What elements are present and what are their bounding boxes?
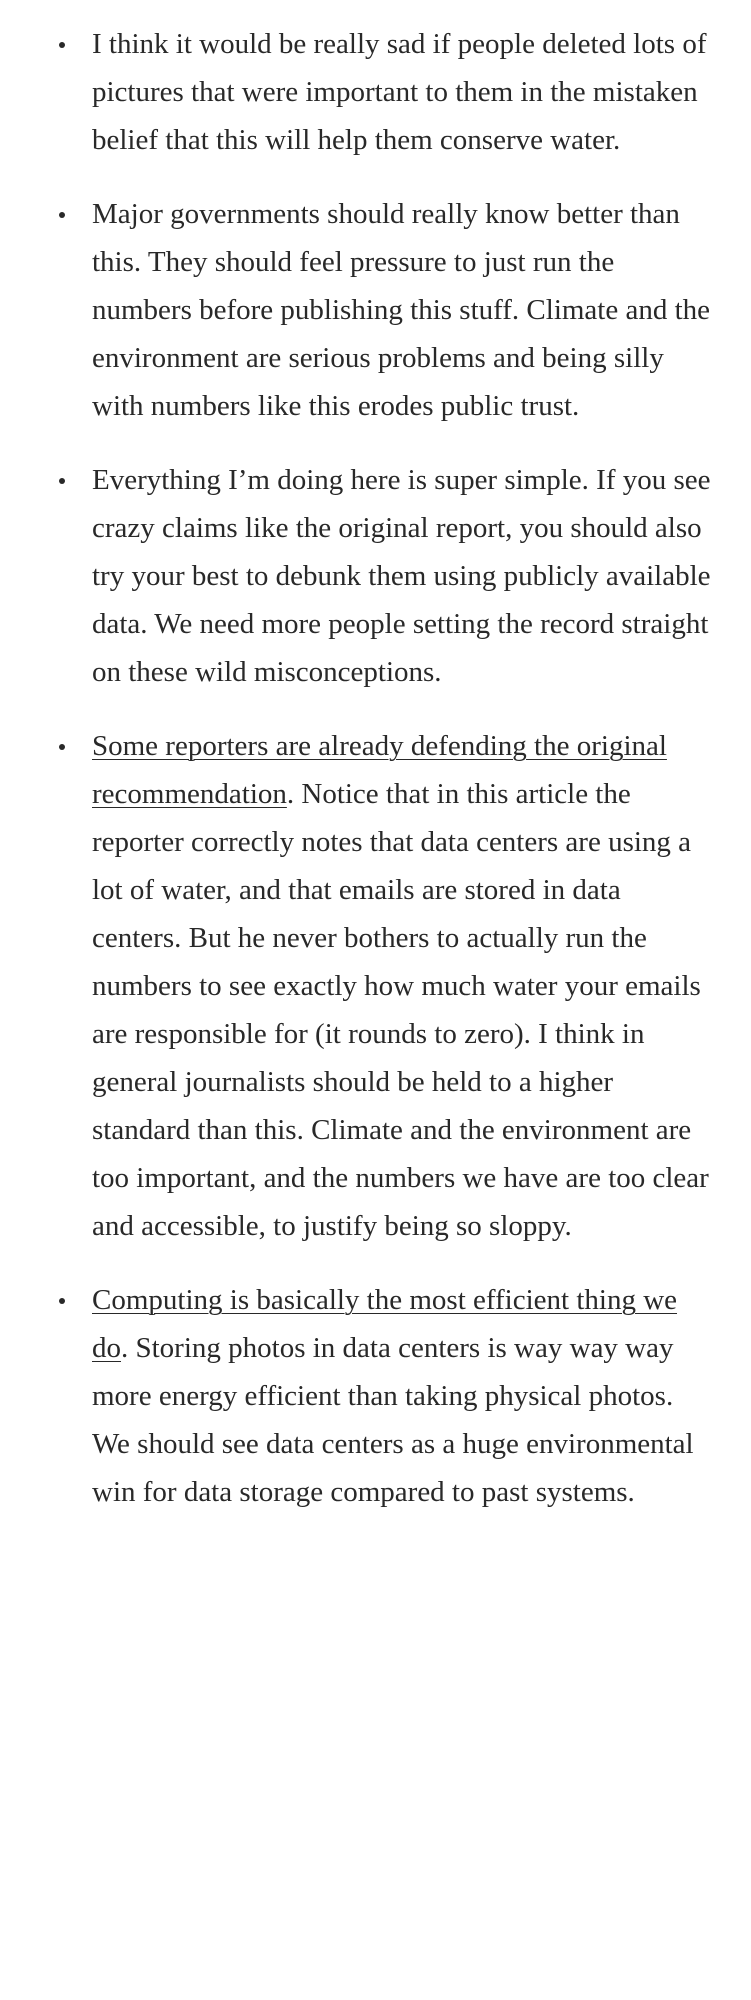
reporters-defending-link[interactable]: Some reporters are already defending the original recommendation: [92, 730, 667, 810]
bullet-text: I think it would be really sad if people deleted lots of pictures that were important to them in the mistaken belief that this will help them conserve water.: [92, 28, 707, 156]
bullet-text: Everything I’m doing here is super simple. If you see crazy claims like the original report, you should also try your best to debunk them using publicly available data. We need more people setting the record straight on these wild misconceptions.: [92, 464, 711, 688]
article-body: [0, 20, 751, 1542]
bullet-list: [0, 20, 751, 1516]
bullet-dot-icon: [59, 1298, 65, 1304]
bullet-text: . Notice that in this article the reporter correctly notes that data centers are using a lot of water, and that emails are stored in data centers. But he never bothers to actually run the numbers to see exactly how much water your emails are responsible for (it rounds to zero). I think in general journalists should be held to a higher standard than this. Climate and the environment are too important, and the numbers we have are too clear and accessible, to justify being so sloppy.: [92, 778, 709, 1242]
computing-efficient-link[interactable]: Computing is basically the most efficient thing we do: [92, 1284, 678, 1364]
list-item: [0, 722, 751, 1250]
list-item: [0, 20, 751, 164]
bullet-text: Major governments should really know better than this. They should feel pressure to just run the numbers before publishing this stuff. Climate and the environment are serious problems and being silly with numbers like this erodes public trust.: [92, 198, 711, 422]
bullet-dot-icon: [59, 478, 65, 484]
bullet-dot-icon: [59, 744, 65, 750]
list-item: [0, 456, 751, 696]
list-item: [0, 190, 751, 430]
bullet-text: . Storing photos in data centers is way way way more energy efficient than taking physical photos. We should see data centers as a huge environmental win for data storage compared to past systems.: [92, 1332, 694, 1508]
bullet-dot-icon: [59, 212, 65, 218]
list-item: [0, 1276, 751, 1516]
bullet-dot-icon: [59, 42, 65, 48]
